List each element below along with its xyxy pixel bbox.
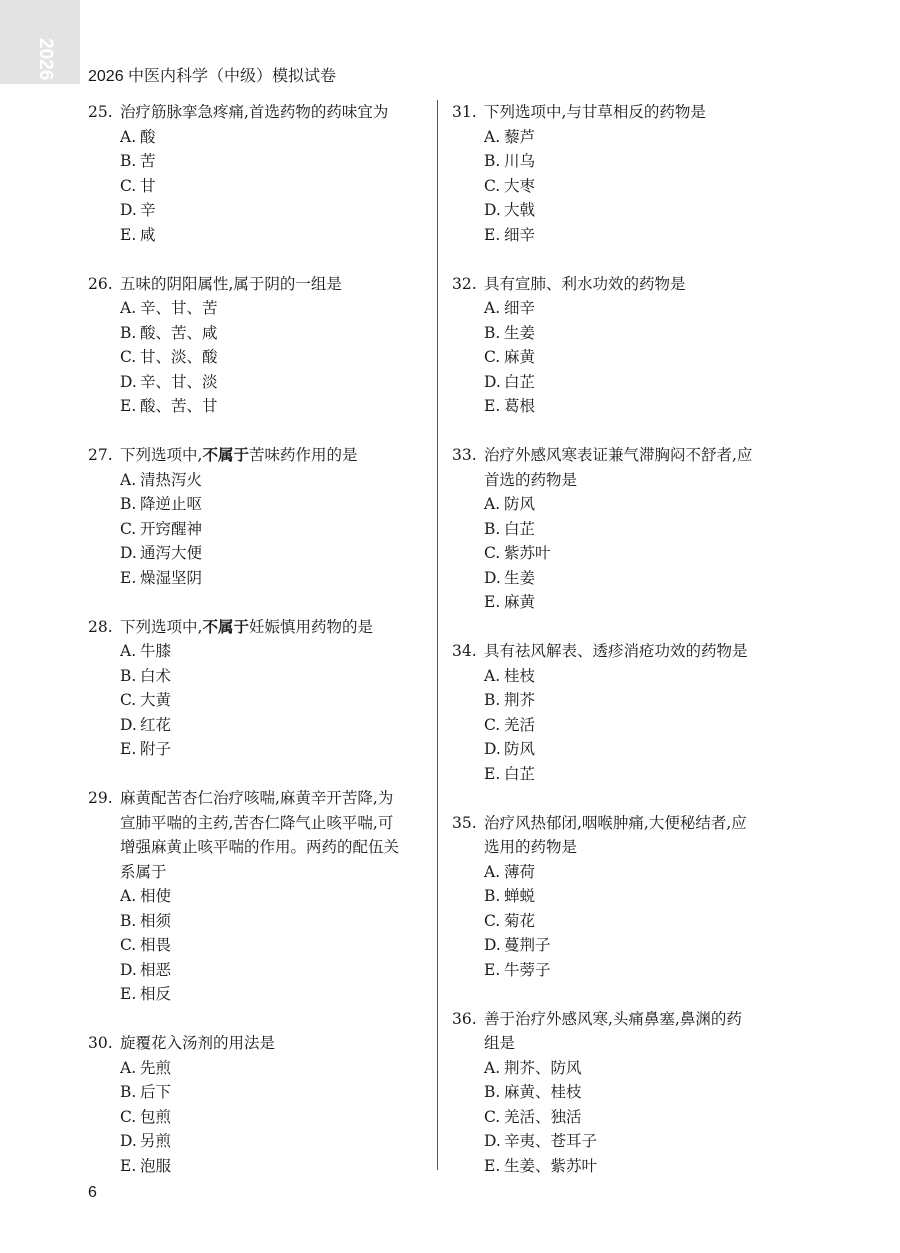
option-text: 辛 xyxy=(140,201,156,219)
option-letter: A. xyxy=(484,1058,501,1077)
option-text: 清热泻火 xyxy=(140,470,203,489)
option-letter: A. xyxy=(484,495,501,513)
answer-option xyxy=(88,713,433,738)
question-text: 宣肺平喘的主药,苦杏仁降气止咳平喘,可 xyxy=(120,813,394,832)
answer-option xyxy=(452,590,797,615)
question xyxy=(452,272,797,419)
answer-option xyxy=(88,664,433,689)
option-text: 后下 xyxy=(140,1083,172,1101)
question xyxy=(88,1031,433,1178)
option-letter: D. xyxy=(484,740,501,758)
answer-option xyxy=(452,1056,797,1081)
option-text: 包煎 xyxy=(140,1107,172,1126)
option-letter: C. xyxy=(120,691,137,709)
answer-option xyxy=(88,1105,433,1130)
answer-option xyxy=(452,394,797,419)
question-text: 苦味药作用的是 xyxy=(248,446,358,464)
answer-option xyxy=(88,1154,433,1179)
option-letter: D. xyxy=(120,960,137,979)
option-letter: A. xyxy=(120,127,137,146)
option-letter: B. xyxy=(484,152,501,170)
option-text: 防风 xyxy=(504,740,536,758)
question-text-line xyxy=(88,272,433,297)
answer-option xyxy=(88,345,433,370)
question xyxy=(88,786,433,1007)
option-text: 荆芥 xyxy=(504,691,536,709)
option-text: 酸、苦、咸 xyxy=(140,323,218,342)
emphasis-text: 不属于 xyxy=(202,447,249,464)
option-text: 开窍醒神 xyxy=(140,519,203,538)
option-letter: A. xyxy=(120,642,137,660)
option-text: 辛、甘、淡 xyxy=(140,372,218,391)
option-text: 荆芥、防风 xyxy=(504,1058,582,1077)
answer-option xyxy=(88,1056,433,1081)
option-text: 蝉蜕 xyxy=(504,887,536,905)
option-letter: C. xyxy=(484,348,501,366)
option-letter: E. xyxy=(120,740,137,758)
question-text-line xyxy=(452,468,797,493)
option-text: 辛、甘、苦 xyxy=(140,299,218,317)
question-text: 系属于 xyxy=(120,862,167,881)
answer-option xyxy=(88,517,433,542)
answer-option xyxy=(452,149,797,174)
answer-option xyxy=(452,909,797,934)
answer-option xyxy=(88,566,433,591)
option-letter: E. xyxy=(120,397,137,415)
answer-option xyxy=(452,174,797,199)
question-number: 35. xyxy=(452,813,477,832)
option-text: 泡服 xyxy=(140,1156,172,1175)
option-text: 菊花 xyxy=(504,911,536,930)
option-letter: B. xyxy=(120,911,137,930)
option-letter: C. xyxy=(120,519,137,538)
option-text: 相恶 xyxy=(140,960,172,979)
option-text: 麻黄 xyxy=(504,593,536,611)
option-text: 麻黄 xyxy=(504,348,536,366)
question-text-line xyxy=(452,835,797,860)
option-text: 牛蒡子 xyxy=(504,960,551,979)
answer-option xyxy=(88,370,433,395)
question xyxy=(88,100,433,247)
option-letter: E. xyxy=(484,960,501,979)
answer-option xyxy=(452,958,797,983)
answer-option xyxy=(88,884,433,909)
question-text-line xyxy=(88,835,433,860)
answer-option xyxy=(452,884,797,909)
left-column xyxy=(88,100,433,1203)
question-number: 27. xyxy=(88,446,113,464)
option-letter: C. xyxy=(484,176,501,195)
answer-option xyxy=(88,492,433,517)
question-text-line xyxy=(452,272,797,297)
option-letter: B. xyxy=(120,666,137,685)
option-letter: C. xyxy=(484,911,501,930)
answer-option xyxy=(452,1105,797,1130)
answer-option xyxy=(452,492,797,517)
option-text: 酸 xyxy=(140,127,156,146)
option-letter: A. xyxy=(484,862,501,881)
answer-option xyxy=(452,125,797,150)
question-text-line xyxy=(88,100,433,125)
option-letter: D. xyxy=(484,372,501,391)
option-letter: C. xyxy=(484,544,501,562)
question-text-line xyxy=(88,615,433,640)
option-letter: D. xyxy=(120,201,137,219)
option-letter: D. xyxy=(484,1132,501,1150)
option-text: 生姜、紫苏叶 xyxy=(504,1156,598,1175)
question-number: 32. xyxy=(452,274,477,293)
answer-option xyxy=(452,1154,797,1179)
option-text: 羌活 xyxy=(504,715,536,734)
question-number: 33. xyxy=(452,446,477,464)
question-text: 首选的药物是 xyxy=(484,470,578,489)
answer-option xyxy=(88,958,433,983)
page-number: 6 xyxy=(88,1184,97,1201)
question-text-line xyxy=(88,811,433,836)
question-text-line xyxy=(88,860,433,885)
question-text: 选用的药物是 xyxy=(484,838,578,856)
question-text: 治疗外感风寒表证兼气滞胸闷不舒者,应 xyxy=(484,446,753,464)
question-text: 善于治疗外感风寒,头痛鼻塞,鼻渊的药 xyxy=(484,1009,742,1028)
answer-option xyxy=(452,541,797,566)
question xyxy=(452,443,797,615)
option-text: 羌活、独活 xyxy=(504,1107,582,1126)
question-text-line xyxy=(452,811,797,836)
option-letter: E. xyxy=(484,764,501,783)
option-letter: A. xyxy=(120,470,137,489)
option-text: 相反 xyxy=(140,985,172,1003)
option-letter: B. xyxy=(120,152,137,170)
option-text: 相畏 xyxy=(140,936,172,954)
answer-option xyxy=(88,296,433,321)
option-text: 降逆止呕 xyxy=(140,495,203,513)
option-text: 白芷 xyxy=(504,372,536,391)
question-number: 36. xyxy=(452,1009,477,1028)
option-text: 牛膝 xyxy=(140,642,172,660)
option-text: 燥湿坚阴 xyxy=(140,568,203,587)
answer-option xyxy=(452,713,797,738)
option-text: 白芷 xyxy=(504,519,536,538)
question xyxy=(452,639,797,786)
option-letter: A. xyxy=(120,887,137,905)
question-number: 30. xyxy=(88,1034,113,1052)
answer-option xyxy=(452,860,797,885)
answer-option xyxy=(452,223,797,248)
year-tab xyxy=(0,0,80,84)
answer-option xyxy=(452,345,797,370)
question xyxy=(452,1007,797,1179)
answer-option xyxy=(88,223,433,248)
option-letter: C. xyxy=(120,936,137,954)
answer-option xyxy=(452,517,797,542)
question-text-line xyxy=(88,1031,433,1056)
question-text: 麻黄配苦杏仁治疗咳喘,麻黄辛开苦降,为 xyxy=(120,789,394,807)
option-letter: E. xyxy=(484,225,501,244)
answer-option xyxy=(88,737,433,762)
option-letter: D. xyxy=(120,544,137,562)
question-text: 组是 xyxy=(484,1034,516,1052)
answer-option xyxy=(88,125,433,150)
option-text: 生姜 xyxy=(504,323,536,342)
option-text: 相须 xyxy=(140,911,172,930)
question-number: 28. xyxy=(88,617,113,636)
question-text: 五味的阴阳属性,属于阴的一组是 xyxy=(120,274,342,293)
option-text: 先煎 xyxy=(140,1058,172,1077)
option-text: 甘、淡、酸 xyxy=(140,348,218,366)
option-text: 甘 xyxy=(140,176,156,195)
question-text-line xyxy=(452,639,797,664)
option-letter: C. xyxy=(484,1107,501,1126)
question-text: 具有祛风解表、透疹消疮功效的药物是 xyxy=(484,642,748,660)
question-text-line xyxy=(452,100,797,125)
answer-option xyxy=(452,321,797,346)
option-letter: D. xyxy=(120,1132,137,1150)
option-letter: E. xyxy=(120,1156,137,1175)
question-text: 下列选项中, xyxy=(120,617,203,636)
option-letter: E. xyxy=(120,985,137,1003)
option-letter: E. xyxy=(120,225,137,244)
question-text: 治疗筋脉挛急疼痛,首选药物的药味宜为 xyxy=(120,103,389,121)
question-text: 治疗风热郁闭,咽喉肿痛,大便秘结者,应 xyxy=(484,813,747,832)
option-letter: D. xyxy=(120,715,137,734)
option-text: 大枣 xyxy=(504,176,536,195)
option-letter: E. xyxy=(120,568,137,587)
answer-option xyxy=(88,394,433,419)
option-letter: D. xyxy=(120,372,137,391)
answer-option xyxy=(88,198,433,223)
option-letter: A. xyxy=(484,299,501,317)
question xyxy=(452,100,797,247)
option-text: 咸 xyxy=(140,225,156,244)
answer-option xyxy=(452,688,797,713)
option-text: 另煎 xyxy=(140,1132,172,1150)
answer-option xyxy=(452,933,797,958)
option-letter: B. xyxy=(120,495,137,513)
answer-option xyxy=(452,1129,797,1154)
option-letter: D. xyxy=(484,936,501,954)
answer-option xyxy=(88,933,433,958)
option-text: 桂枝 xyxy=(504,666,536,685)
option-letter: B. xyxy=(484,887,501,905)
year-tab-label: 2026 xyxy=(35,38,56,81)
question-text: 下列选项中,与甘草相反的药物是 xyxy=(484,103,706,121)
answer-option xyxy=(452,296,797,321)
option-letter: B. xyxy=(120,323,137,342)
question-text: 妊娠慎用药物的是 xyxy=(248,617,373,636)
option-letter: A. xyxy=(484,666,501,685)
question-text-line xyxy=(88,443,433,468)
option-text: 麻黄、桂枝 xyxy=(504,1083,582,1101)
option-text: 薄荷 xyxy=(504,862,536,881)
option-letter: D. xyxy=(484,568,501,587)
option-letter: D. xyxy=(484,201,501,219)
option-text: 红花 xyxy=(140,715,172,734)
answer-option xyxy=(452,566,797,591)
option-text: 辛夷、苍耳子 xyxy=(504,1132,598,1150)
option-letter: E. xyxy=(484,1156,501,1175)
option-letter: B. xyxy=(120,1083,137,1101)
question-text-line xyxy=(452,1007,797,1032)
question xyxy=(88,443,433,590)
question-number: 34. xyxy=(452,642,477,660)
question-text: 增强麻黄止咳平喘的作用。两药的配伍关 xyxy=(120,838,400,856)
answer-option xyxy=(88,321,433,346)
option-letter: C. xyxy=(120,1107,137,1126)
option-text: 附子 xyxy=(140,740,172,758)
option-text: 防风 xyxy=(504,495,536,513)
emphasis-text: 不属于 xyxy=(202,618,249,636)
option-letter: B. xyxy=(484,519,501,538)
right-column xyxy=(452,100,797,1203)
page-header: 2026 中医内科学（中级）模拟试卷 xyxy=(88,68,337,85)
option-text: 藜芦 xyxy=(504,127,536,146)
option-letter: A. xyxy=(484,127,501,146)
option-letter: C. xyxy=(484,715,501,734)
option-text: 大戟 xyxy=(504,201,536,219)
option-letter: E. xyxy=(484,593,501,611)
option-text: 蔓荆子 xyxy=(504,936,551,954)
answer-option xyxy=(88,688,433,713)
answer-option xyxy=(88,1129,433,1154)
answer-option xyxy=(452,762,797,787)
answer-option xyxy=(452,370,797,395)
question-text-line xyxy=(452,443,797,468)
answer-option xyxy=(88,1080,433,1105)
option-text: 细辛 xyxy=(504,225,536,244)
column-divider xyxy=(437,100,438,1170)
question-text-line xyxy=(452,1031,797,1056)
option-text: 大黄 xyxy=(140,691,172,709)
answer-option xyxy=(452,737,797,762)
option-text: 细辛 xyxy=(504,299,536,317)
option-letter: C. xyxy=(120,348,137,366)
option-text: 生姜 xyxy=(504,568,536,587)
option-text: 川乌 xyxy=(504,152,536,170)
answer-option xyxy=(88,468,433,493)
answer-option xyxy=(88,174,433,199)
question-number: 29. xyxy=(88,789,113,807)
question-text: 旋覆花入汤剂的用法是 xyxy=(120,1034,276,1052)
question-number: 31. xyxy=(452,103,477,121)
answer-option xyxy=(88,982,433,1007)
option-letter: A. xyxy=(120,299,137,317)
answer-option xyxy=(88,639,433,664)
option-text: 白芷 xyxy=(504,764,536,783)
question-text-line xyxy=(88,786,433,811)
option-text: 通泻大便 xyxy=(140,544,203,562)
option-letter: B. xyxy=(484,691,501,709)
answer-option xyxy=(88,909,433,934)
answer-option xyxy=(452,198,797,223)
option-text: 白术 xyxy=(140,666,172,685)
option-letter: C. xyxy=(120,176,137,195)
question-text: 具有宣肺、利水功效的药物是 xyxy=(484,274,686,293)
question xyxy=(452,811,797,983)
question xyxy=(88,615,433,762)
option-text: 紫苏叶 xyxy=(504,544,551,562)
option-text: 相使 xyxy=(140,887,172,905)
option-text: 苦 xyxy=(140,152,156,170)
question xyxy=(88,272,433,419)
answer-option xyxy=(88,541,433,566)
question-text: 下列选项中, xyxy=(120,446,203,464)
option-text: 葛根 xyxy=(504,397,536,415)
option-letter: E. xyxy=(484,397,501,415)
question-number: 25. xyxy=(88,103,113,121)
question-number: 26. xyxy=(88,274,113,293)
option-letter: B. xyxy=(484,1083,501,1101)
answer-option xyxy=(452,1080,797,1105)
answer-option xyxy=(452,664,797,689)
option-letter: A. xyxy=(120,1058,137,1077)
answer-option xyxy=(88,149,433,174)
option-text: 酸、苦、甘 xyxy=(140,397,218,415)
option-letter: B. xyxy=(484,323,501,342)
